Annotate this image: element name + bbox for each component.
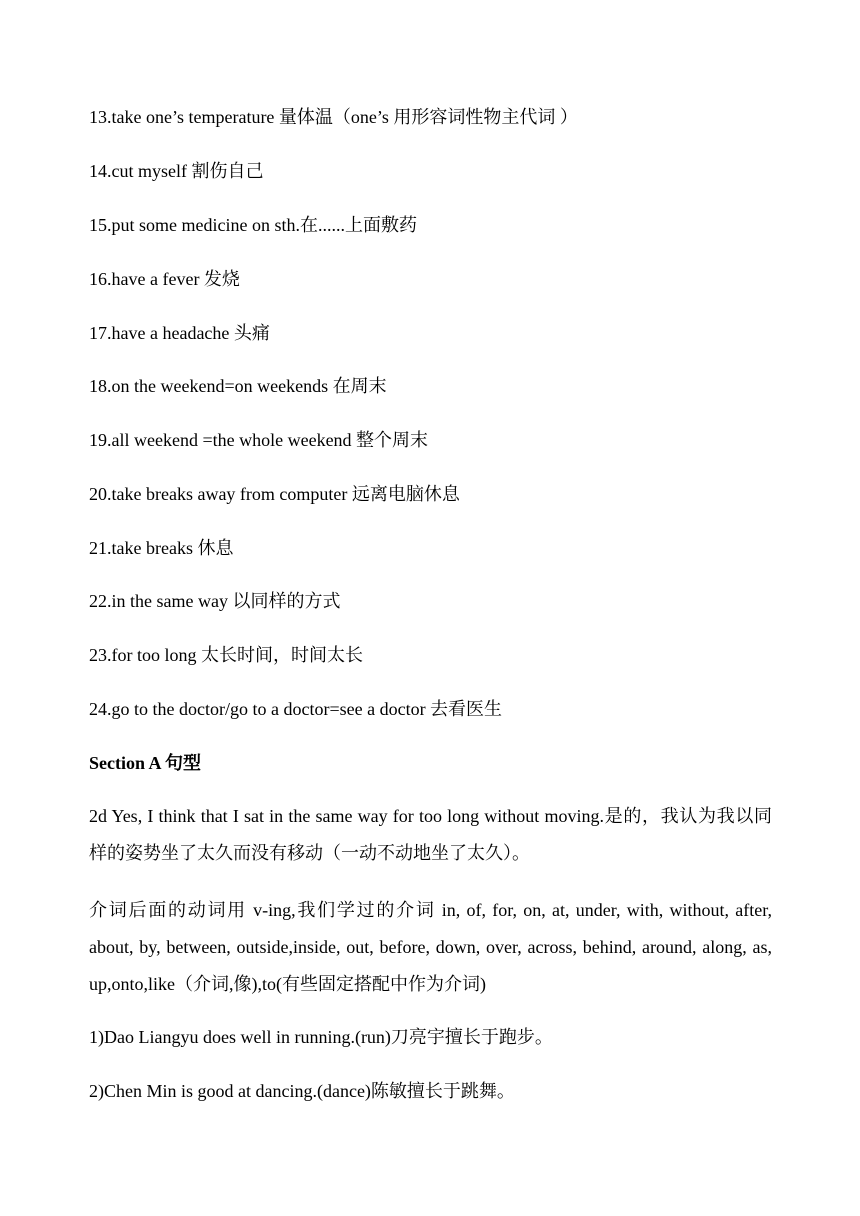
- preposition-note-paragraph: 介词后面的动词用 v-ing,我们学过的介词 in, of, for, on, at, under, with, without, after, about, by, between, outside,inside, out, before, down, over, across, behind, around, along, as, up,onto,like（介词,像),to(有些固定搭配中作为介词): [89, 900, 772, 994]
- section-heading: Section A 句型: [89, 753, 202, 773]
- phrase-item-16: 16.have a fever 发烧: [89, 269, 240, 289]
- phrase-item-15: 15.put some medicine on sth.在......上面敷药: [89, 215, 417, 235]
- example-sentence-1: 1)Dao Liangyu does well in running.(run)刀亮宇擅长于跑步。: [89, 1027, 553, 1047]
- phrase-item-23: 23.for too long 太长时间，时间太长: [89, 645, 363, 665]
- phrase-item-24: 24.go to the doctor/go to a doctor=see a doctor 去看医生: [89, 699, 503, 719]
- example-sentence-2: 2)Chen Min is good at dancing.(dance)陈敏擅长于跳舞。: [89, 1081, 515, 1101]
- phrase-item-14: 14.cut myself 割伤自己: [89, 161, 264, 181]
- phrase-item-22: 22.in the same way 以同样的方式: [89, 591, 341, 611]
- example-2d-paragraph: 2d Yes, I think that I sat in the same way for too long without moving.是的，我认为我以同样的姿势坐了太久而没有移动（一动不动地坐了太久）。: [89, 806, 772, 863]
- phrase-item-18: 18.on the weekend=on weekends 在周末: [89, 376, 387, 396]
- phrase-item-17: 17.have a headache 头痛: [89, 323, 270, 343]
- phrase-item-21: 21.take breaks 休息: [89, 538, 234, 558]
- phrase-item-19: 19.all weekend =the whole weekend 整个周末: [89, 430, 429, 450]
- phrase-item-13: 13.take one’s temperature 量体温（one’s 用形容词性物主代词 ）: [89, 107, 578, 127]
- phrase-item-20: 20.take breaks away from computer 远离电脑休息: [89, 484, 460, 504]
